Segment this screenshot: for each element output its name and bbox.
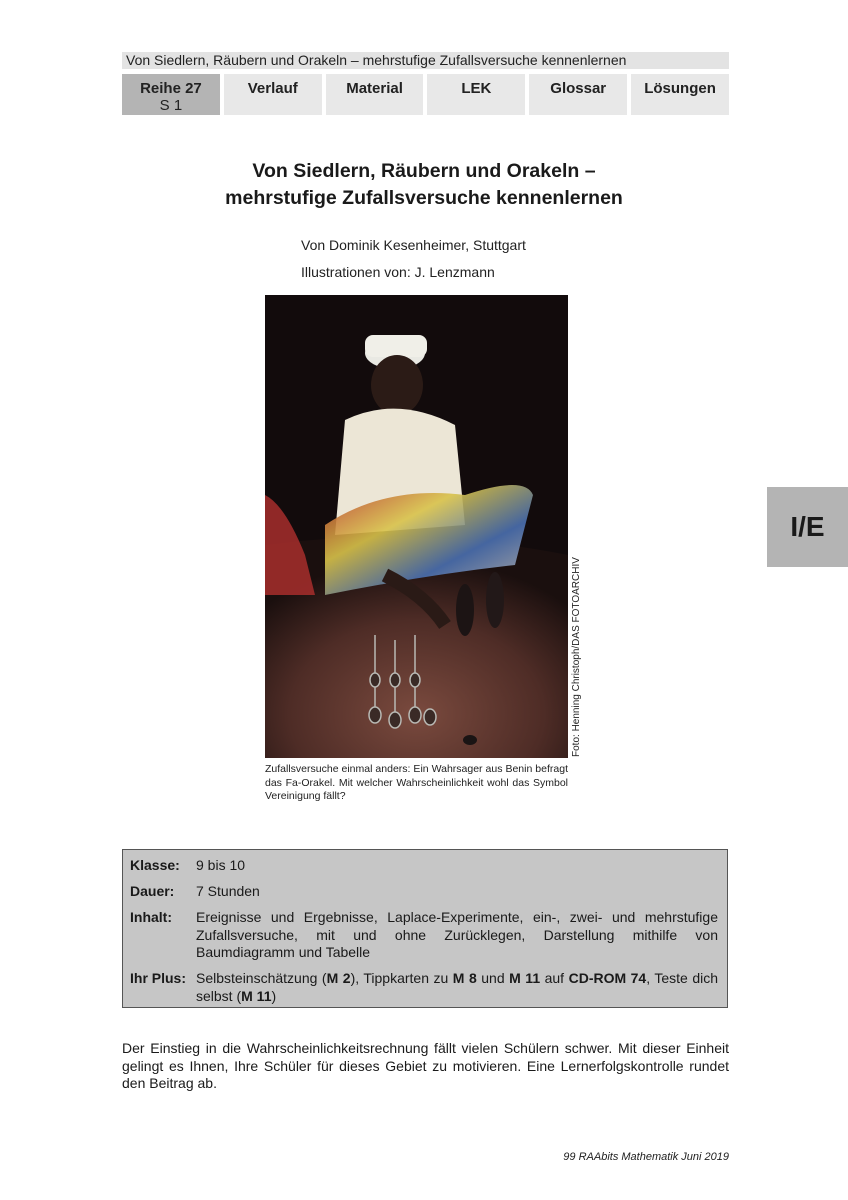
dauer-row <box>130 883 718 901</box>
author-line: Von Dominik Kesenheimer, Stuttgart <box>301 237 526 253</box>
inhalt-label: Inhalt: <box>130 909 172 925</box>
page-title-line1: Von Siedlern, Räubern und Orakeln – <box>252 160 596 182</box>
inhalt-value: Ereignisse und Ergebnisse, Laplace-Experimente, ein-, zwei- und mehrstufige Zufallsversuche, mit und ohne Zurücklegen, Darstellung mithilfe von Baumdiagramm und Tabelle <box>196 909 718 960</box>
section-marker: I/E <box>767 487 848 567</box>
photo-credit: Foto: Henning Christoph/DAS FOTOARCHIV <box>571 557 582 757</box>
series-title-bar <box>122 52 729 69</box>
tab-loesungen[interactable] <box>631 74 729 115</box>
unit-info-box <box>122 849 728 1008</box>
tab-verlauf[interactable] <box>224 74 322 115</box>
tab-reihe-label: Reihe 27 <box>140 80 202 97</box>
tab-glossar-label: Glossar <box>550 80 607 97</box>
dauer-value: 7 Stunden <box>196 883 260 899</box>
oracle-photo <box>265 295 568 758</box>
oracle-photo-illustration <box>265 295 568 758</box>
plus-row <box>130 970 718 1005</box>
series-title: Von Siedlern, Räubern und Orakeln – mehrstufige Zufallsversuche kennenlernen <box>126 52 627 68</box>
tab-reihe-page: S 1 <box>159 97 183 114</box>
navigation-tabs <box>122 74 729 115</box>
klasse-label: Klasse: <box>130 857 180 873</box>
klasse-row <box>130 857 718 875</box>
tab-verlauf-label: Verlauf <box>247 80 298 97</box>
tab-lek[interactable] <box>427 74 525 115</box>
tab-material[interactable] <box>326 74 424 115</box>
illustrator-line: Illustrationen von: J. Lenzmann <box>301 264 495 280</box>
tab-glossar[interactable] <box>529 74 627 115</box>
page-title <box>0 158 848 212</box>
page-title-line2: mehrstufige Zufallsversuche kennenlernen <box>225 187 623 209</box>
photo-caption: Zufallsversuche einmal anders: Ein Wahrsager aus Benin befragt das Fa-Orakel. Mit welcher Wahrscheinlichkeit wohl das Symbol Vereinigung fällt? <box>265 763 568 802</box>
dauer-label: Dauer: <box>130 883 175 899</box>
plus-value: Selbsteinschätzung (M 2), Tippkarten zu M 8 und M 11 auf CD-ROM 74, Teste dich selbst (M 11) <box>196 970 719 1004</box>
tab-material-label: Material <box>346 80 403 97</box>
tab-lek-label: LEK <box>461 80 492 97</box>
inhalt-row <box>130 909 718 962</box>
plus-label: Ihr Plus: <box>130 970 187 986</box>
intro-paragraph: Der Einstieg in die Wahrscheinlichkeitsrechnung fällt vielen Schülern schwer. Mit dieser Einheit gelingt es Ihnen, Ihre Schüler für dieses Gebiet zu motivieren. Eine Lernerfolgskontrolle rundet den Beitrag ab. <box>122 1040 729 1091</box>
tab-loesungen-label: Lösungen <box>644 80 716 97</box>
page-footer: 99 RAAbits Mathematik Juni 2019 <box>563 1151 729 1163</box>
klasse-value: 9 bis 10 <box>196 857 246 873</box>
tab-reihe[interactable] <box>122 74 220 115</box>
